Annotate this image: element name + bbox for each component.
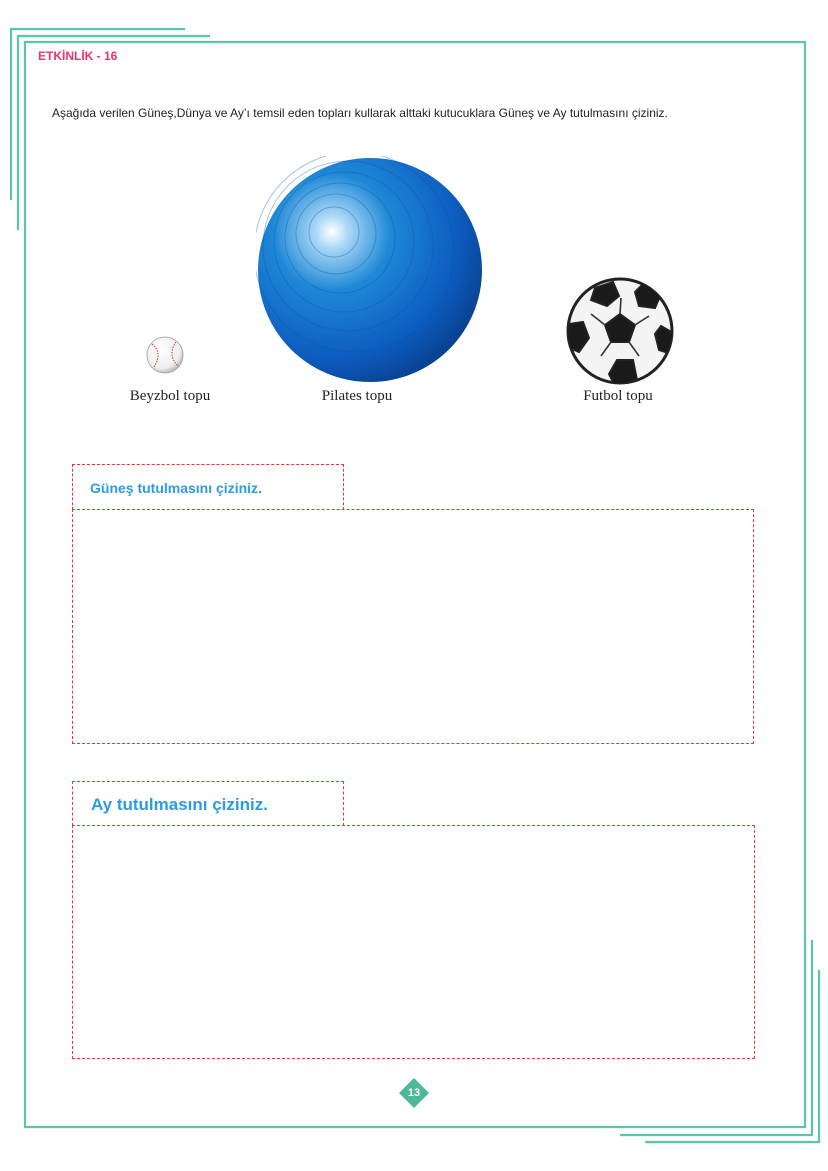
solar-eclipse-drawing-area[interactable] bbox=[72, 509, 754, 744]
soccer-ball-icon bbox=[565, 276, 675, 386]
baseball-icon bbox=[145, 335, 185, 375]
lunar-eclipse-drawing-area[interactable] bbox=[72, 825, 755, 1059]
ball-label-football: Futbol topu bbox=[583, 388, 653, 404]
ball-label-pilates: Pilates topu bbox=[321, 388, 393, 404]
solar-eclipse-title: Güneş tutulmasını çiziniz. bbox=[90, 480, 262, 496]
lunar-eclipse-title: Ay tutulmasını çiziniz. bbox=[91, 795, 268, 814]
ball-label-baseball: Beyzbol topu bbox=[129, 388, 211, 404]
activity-title: ETKİNLİK - 16 bbox=[38, 49, 118, 63]
pilates-ball-icon bbox=[256, 156, 484, 384]
page-number: 13 bbox=[407, 1087, 421, 1099]
instruction-text: Aşağıda verilen Güneş,Dünya ve Ay’ı temsil eden topları kullarak alttaki kutucuklara Güneş ve Ay tutulmasını çiziniz. bbox=[52, 106, 668, 120]
